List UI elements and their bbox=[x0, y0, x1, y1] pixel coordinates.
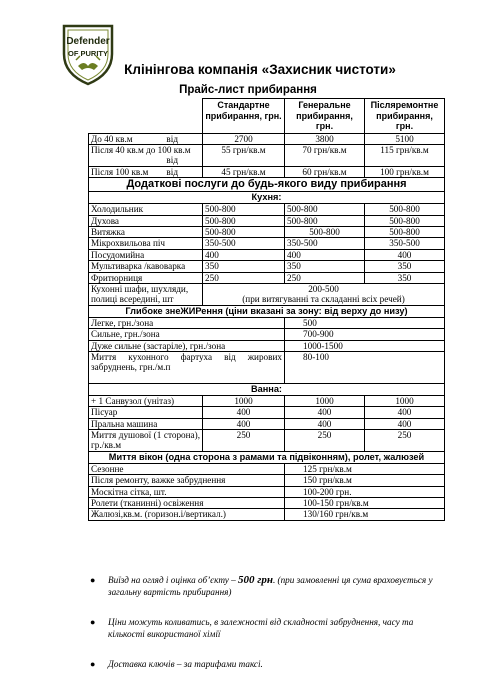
row-label: Миття душової (1 сторона), гр./кв.м bbox=[89, 430, 203, 452]
table-row bbox=[89, 340, 445, 351]
cell-value: 350-500 bbox=[365, 238, 445, 249]
table-row bbox=[89, 261, 445, 272]
company-name: Клінінгова компанія «Захисник чистоти» bbox=[124, 62, 396, 77]
table-row bbox=[89, 329, 445, 340]
windows-title: Миття вікон (одна сторона з рамами та підвіконням), ролет, жалюзей bbox=[89, 451, 445, 463]
cell-value: 250 bbox=[285, 272, 365, 283]
table-row bbox=[89, 283, 445, 305]
table-row bbox=[89, 407, 445, 418]
section-row bbox=[89, 178, 445, 192]
row-label: Посудомийна bbox=[89, 249, 203, 260]
section-row bbox=[89, 192, 445, 204]
note-text: Доставка ключів – за тарифами таксі. bbox=[108, 659, 263, 669]
row-label: Ролети (тканинні) освіження bbox=[89, 498, 285, 509]
cell-value: 250 bbox=[285, 430, 365, 452]
row-label: Холодильник bbox=[89, 204, 203, 215]
cell-value: 500-800 bbox=[203, 204, 285, 215]
cell-value: 125 грн/кв.м bbox=[285, 463, 445, 474]
table-row bbox=[89, 498, 445, 509]
row-label: Після 100 кв.м bbox=[91, 166, 149, 177]
cell-value: 350 bbox=[203, 261, 285, 272]
table-row bbox=[89, 430, 445, 452]
row-label: Після 40 кв.м до 100 кв.м bbox=[91, 144, 191, 155]
cell-value: 250 bbox=[365, 430, 445, 452]
cell-value: 400 bbox=[365, 407, 445, 418]
table-row bbox=[89, 486, 445, 497]
row-label: Фритюрниця bbox=[89, 272, 203, 283]
header-standard: Стандартне прибирання, грн. bbox=[203, 99, 285, 134]
cell-value: 400 bbox=[203, 249, 285, 260]
table-row bbox=[89, 133, 445, 144]
note-text: Ціни можуть коливатись, в залежності від складності забруднення, часу та кількості використаної хімії bbox=[108, 617, 414, 639]
cell-value: 250 bbox=[203, 430, 285, 452]
cell-value: 1000-1500 bbox=[285, 340, 445, 351]
cell-value: 400 bbox=[203, 407, 285, 418]
note-text: Виїзд на огляд і оцінка об’єкту – bbox=[108, 575, 239, 585]
cell-value: 80-100 bbox=[285, 352, 445, 384]
cell-value: 200-500 bbox=[308, 283, 339, 294]
bullet-icon: ● bbox=[90, 575, 96, 585]
cell-value: 500-800 bbox=[365, 226, 445, 237]
cell-value: 400 bbox=[203, 418, 285, 429]
table-row bbox=[89, 215, 445, 226]
cell-value: 500-800 bbox=[365, 215, 445, 226]
row-label: Дуже сильне (застаріле), грн./зона bbox=[89, 340, 285, 351]
row-label: Після ремонту, важке забруднення bbox=[89, 475, 285, 486]
cell-value: 350-500 bbox=[285, 238, 365, 249]
cell-standard: 2700 bbox=[203, 133, 285, 144]
cell-value: 100-150 грн/кв.м bbox=[285, 498, 445, 509]
cell-value: 1000 bbox=[203, 395, 285, 406]
row-label: Витяжка bbox=[89, 226, 203, 237]
section-row bbox=[89, 383, 445, 395]
cell-value: 500-800 bbox=[285, 204, 365, 215]
cell-standard: 55 грн/кв.м bbox=[203, 144, 285, 166]
cell-value: 500-800 bbox=[285, 226, 365, 237]
row-label: Москітна сітка, шт. bbox=[89, 486, 285, 497]
cell-value: 500-800 bbox=[203, 226, 285, 237]
list-item bbox=[90, 658, 443, 670]
table-row bbox=[89, 317, 445, 328]
table-row bbox=[89, 352, 445, 384]
table-row bbox=[89, 166, 445, 177]
cell-value: 400 bbox=[285, 418, 365, 429]
cell-note: (при витягуванні та складанні всіх речей) bbox=[242, 294, 405, 305]
section-row bbox=[89, 305, 445, 317]
row-label: Легке, грн./зона bbox=[89, 317, 285, 328]
price-table bbox=[88, 98, 445, 521]
cell-value: 500-800 bbox=[203, 215, 285, 226]
cell-value: 400 bbox=[285, 249, 365, 260]
cell-value: 350 bbox=[365, 272, 445, 283]
note-price: 500 грн bbox=[238, 574, 273, 586]
cell-standard: 45 грн/кв.м bbox=[203, 166, 285, 177]
cell-general: 3800 bbox=[285, 133, 365, 144]
table-row bbox=[89, 249, 445, 260]
table-row bbox=[89, 204, 445, 215]
cell-value: 250 bbox=[203, 272, 285, 283]
row-label: Сильне, грн./зона bbox=[89, 329, 285, 340]
cell-value: 100-200 грн. bbox=[285, 486, 445, 497]
section-row bbox=[89, 451, 445, 463]
table-row bbox=[89, 418, 445, 429]
additional-services-title: Додаткові послуги до будь-якого виду прибирання bbox=[89, 178, 445, 192]
row-label: Жалюзі,кв.м. (горизон.і/вертикал.) bbox=[89, 509, 285, 520]
header-post-repair: Післяремонтне прибирання, грн. bbox=[365, 99, 445, 134]
row-label: До 40 кв.м bbox=[91, 133, 133, 144]
cell-post-repair: 115 грн/кв.м bbox=[365, 144, 445, 166]
cell-value: 500-800 bbox=[365, 204, 445, 215]
cell-value: 400 bbox=[285, 407, 365, 418]
kitchen-title: Кухня: bbox=[89, 192, 445, 204]
table-row bbox=[89, 144, 445, 166]
cell-value: 1000 bbox=[365, 395, 445, 406]
table-row bbox=[89, 226, 445, 237]
table-row bbox=[89, 238, 445, 249]
logo-text-line2: OF PURITY bbox=[67, 49, 109, 58]
table-header-row bbox=[89, 99, 445, 134]
cell-post-repair: 5100 bbox=[365, 133, 445, 144]
row-label: Кухонні шафи, шухляди, полиці всерединi, шт bbox=[89, 283, 203, 305]
cell-value: 150 грн/кв.м bbox=[285, 475, 445, 486]
cell-value: 350-500 bbox=[203, 238, 285, 249]
list-item bbox=[90, 574, 443, 598]
row-label: Пральна машина bbox=[89, 418, 203, 429]
row-label: Сезонне bbox=[89, 463, 285, 474]
price-list-title: Прайс-лист прибирання bbox=[179, 84, 317, 96]
row-label: Мікрохвильова піч bbox=[89, 238, 203, 249]
row-label: + 1 Санвузол (унітаз) bbox=[89, 395, 203, 406]
cell-value: 700-900 bbox=[285, 329, 445, 340]
cell-value: 350 bbox=[365, 261, 445, 272]
row-label: Миття кухонного фартуха від жирових забруднень, грн./м.п bbox=[89, 352, 285, 384]
cell-general: 60 грн/кв.м bbox=[285, 166, 365, 177]
row-suffix: від bbox=[166, 133, 178, 144]
cell-value: 500 bbox=[285, 317, 445, 328]
row-label: Духова bbox=[89, 215, 203, 226]
row-suffix: від bbox=[166, 166, 178, 177]
cell-value: 400 bbox=[365, 418, 445, 429]
table-row bbox=[89, 272, 445, 283]
table-row bbox=[89, 509, 445, 520]
deep-degreasing-title: Глибоке знеЖИРення (ціни вказані за зону: від верху до низу) bbox=[89, 305, 445, 317]
table-row bbox=[89, 395, 445, 406]
row-label: Пісуар bbox=[89, 407, 203, 418]
bath-title: Ванна: bbox=[89, 383, 445, 395]
header-general: Генеральне прибирання, грн. bbox=[285, 99, 365, 134]
cell-value: 1000 bbox=[285, 395, 365, 406]
table-row bbox=[89, 463, 445, 474]
cell-value: 500-800 bbox=[285, 215, 365, 226]
table-row bbox=[89, 475, 445, 486]
cell-value: 350 bbox=[285, 261, 365, 272]
bullet-icon: ● bbox=[90, 659, 96, 669]
list-item bbox=[90, 616, 443, 640]
cell-value: 400 bbox=[365, 249, 445, 260]
logo-text-line1: Defender bbox=[66, 36, 110, 47]
cell-value: 130/160 грн/кв.м bbox=[285, 509, 445, 520]
row-suffix: від bbox=[166, 155, 178, 166]
cell-general: 70 грн/кв.м bbox=[285, 144, 365, 166]
notes-list bbox=[90, 574, 443, 688]
cell-post-repair: 100 грн/кв.м bbox=[365, 166, 445, 177]
bullet-icon: ● bbox=[90, 617, 96, 627]
row-label: Мультиварка /кавоварка bbox=[89, 261, 203, 272]
note-text: . (при замовленні ця сума враховується у загальну вартість прибирання) bbox=[108, 575, 433, 597]
